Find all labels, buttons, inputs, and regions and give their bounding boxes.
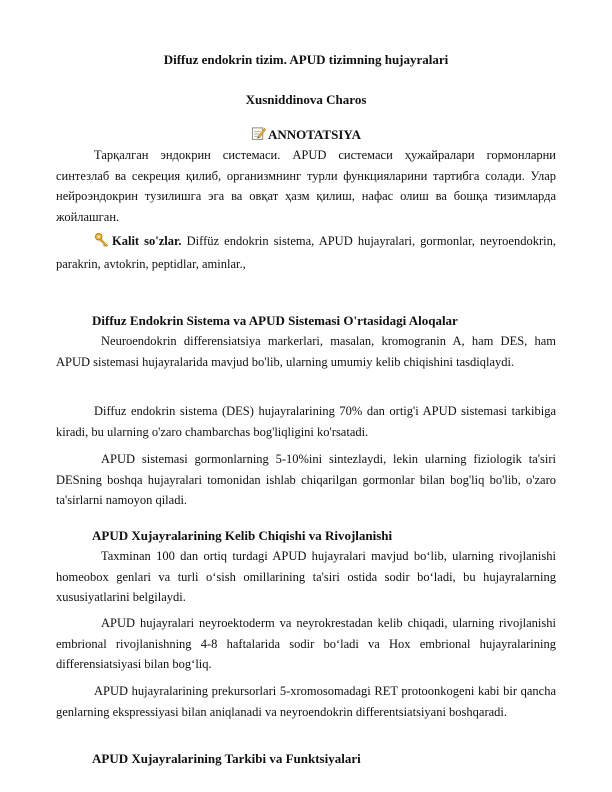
- section-1-paragraph-1: Neuroendokrin differensiatsiya markerlari, masalan, kromogranin A, ham DES, ham APUD sistemasi hujayralarida mavjud bo'lib, ularning umumiy kelib chiqishini tasdiqlaydi.: [56, 334, 556, 369]
- annotation-heading-text: ANNOTATSIYA: [268, 127, 361, 142]
- annotation-heading: [0, 126, 612, 145]
- section-heading-2: APUD Xujayralarining Kelib Chiqishi va Rivojlanishi: [92, 528, 393, 543]
- section-2-paragraph-2: APUD hujayralari neyroektoderm va neyrokrestadan kelib chiqadi, ularning rivojlanishi embrional rivojlanishning 4-8 haftalarida sodir bo‘ladi va Hox embrional hujayralarining differensiatsiyasi bilan bog‘liq.: [56, 616, 556, 671]
- key-icon: [94, 232, 110, 254]
- annotation-text: Тарқалган эндокрин системаси. APUD системаси ҳужайралари гормонларни синтезлаб ва секреция қилиб, организмнинг турли функцияларини тартибга солади. Улар нейроэндокрин тузилишга эга ва овқат ҳазм қилиш, нафас олиш ва бошқа тизимларда жойлашган.: [56, 148, 556, 224]
- author-name: Xusniddinova Charos: [245, 92, 367, 107]
- paper-title: Diffuz endokrin tizim. APUD tizimning hujayralari: [163, 52, 449, 67]
- section-1-paragraph-3: APUD sistemasi gormonlarning 5-10%ini sintezlaydi, lekin ularning fiziologik ta'siri DESning boshqa hujayralari tomonidan ishlab chiqarilgan gormonlar bilan bog'liq bo'lib, o'zaro ta'sirlarni namoyon qiladi.: [56, 452, 556, 507]
- memo-pencil-icon: [251, 126, 266, 145]
- keywords-text: Diffüz endokrin sistema, APUD hujayralari, gormonlar, neyroendokrin, parakrin, avtokrin, peptidlar, aminlar.,: [56, 234, 556, 271]
- section-1-paragraph-2: Diffuz endokrin sistema (DES) hujayralarining 70% dan ortig'i APUD sistemasi tarkibiga kiradi, bu ularning o'zaro chambarchas bog'liqligini ko'rsatadi.: [56, 404, 556, 439]
- keywords-paragraph: [56, 231, 556, 274]
- section-heading-3: APUD Xujayralarining Tarkibi va Funktsiyalari: [92, 751, 361, 766]
- keywords-label: Kalit so'zlar.: [112, 234, 182, 248]
- section-2-paragraph-1: Taxminan 100 dan ortiq turdagi APUD hujayralari mavjud bo‘lib, ularning rivojlanishi homeobox genlari va turli o‘sish omillarining ta'siri ostida sodir bo‘ladi, bu hujayralarning xususiyatlarini belgilaydi.: [56, 549, 556, 604]
- section-2-paragraph-3: APUD hujayralarining prekursorlari 5-xromosomadagi RET protoonkogeni kabi bir qancha genlarning ekspressiyasi bilan aniqlanadi va neyroendokrin differentsiatsiyani boshqaradi.: [56, 684, 556, 719]
- section-heading-1: Diffuz Endokrin Sistema va APUD Sistemasi O'rtasidagi Aloqalar: [92, 313, 458, 328]
